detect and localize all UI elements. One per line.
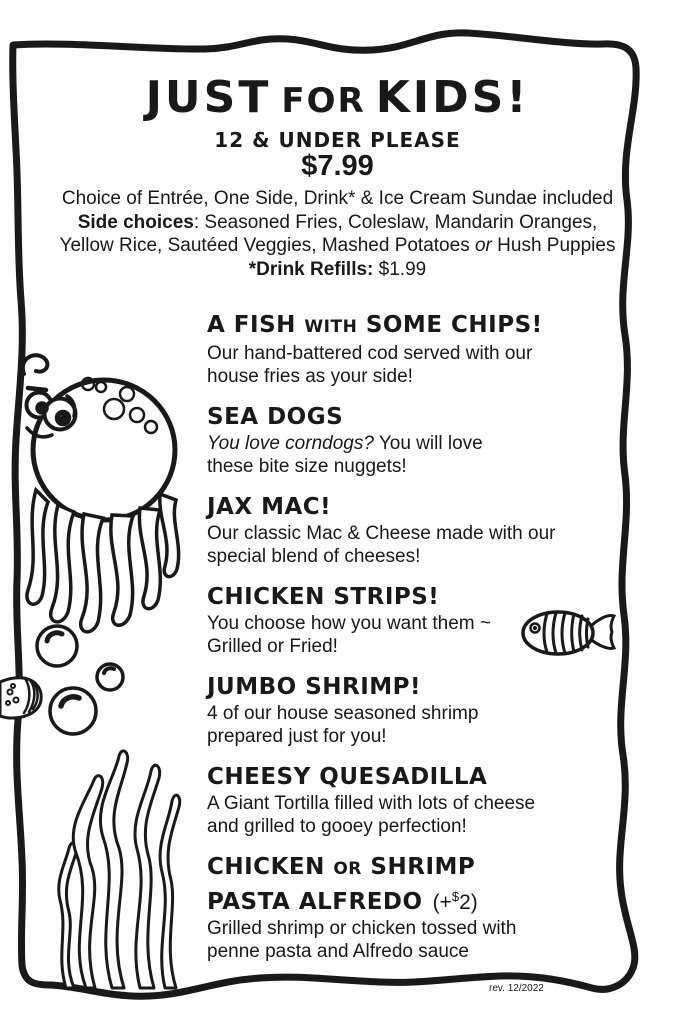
item-description: A Giant Tortilla filled with lots of cheese and grilled to gooey perfection! — [207, 793, 536, 837]
age-subtitle: 12 & UNDER PLEASE — [214, 128, 461, 152]
item-description: Grilled shrimp or chicken tossed with penne pasta and Alfredo sauce — [207, 918, 517, 962]
item-name: CHICKEN OR SHRIMP PASTA ALFREDO (+$2) — [207, 854, 478, 915]
bubbles-illustration — [37, 626, 123, 734]
item-description: You choose how you want them ~ Grilled or Fried! — [207, 613, 491, 657]
drink-refills-line: *Drink Refills: $1.99 — [248, 258, 427, 280]
title-word-just: JUST — [145, 72, 272, 123]
menu-items-list — [207, 312, 627, 979]
side-choices-line1: Side choices: Seasoned Fries, Coleslaw, Mandarin Oranges, — [77, 211, 598, 233]
menu-info-block — [0, 187, 675, 281]
item-name: A FISH WITH SOME CHIPS! — [207, 312, 543, 338]
included-line: Choice of Entrée, One Side, Drink* & Ice Cream Sundae included — [61, 188, 614, 209]
fish-tail-illustration — [0, 678, 41, 718]
menu-price: $7.99 — [301, 150, 374, 182]
item-description: Our classic Mac & Cheese made with our special blend of cheeses! — [207, 523, 556, 567]
item-name: JAX MAC! — [207, 494, 332, 520]
menu-item-jumbo-shrimp — [207, 674, 627, 748]
menu-item-chicken-strips — [207, 584, 627, 658]
title-word-kids: KIDS! — [375, 72, 530, 123]
title-word-for: FOR — [281, 81, 366, 121]
item-description: Our hand-battered cod served with our house fries as your side! — [207, 343, 533, 387]
menu-item-jax-mac — [207, 494, 627, 568]
side-choices-line2: Yellow Rice, Sautéed Veggies, Mashed Potatoes or Hush Puppies — [59, 235, 616, 256]
menu-item-fish-chips — [207, 312, 627, 388]
item-name: JUMBO SHRIMP! — [207, 674, 422, 700]
item-name: CHICKEN STRIPS! — [207, 584, 440, 610]
item-description: You love corndogs? You will love these bite size nuggets! — [207, 433, 483, 477]
revision-note: rev. 12/2022 — [489, 983, 544, 994]
menu-item-cheesy-quesadilla — [207, 764, 627, 838]
menu-item-sea-dogs — [207, 404, 627, 478]
seaweed-illustration — [59, 751, 180, 988]
item-surcharge: (+$2) — [432, 889, 478, 914]
item-description: 4 of our house seasoned shrimp prepared just for you! — [207, 703, 479, 747]
menu-item-pasta-alfredo — [207, 854, 627, 963]
page-title — [0, 72, 675, 123]
item-name: SEA DOGS — [207, 404, 344, 430]
item-name: CHEESY QUESADILLA — [207, 764, 488, 790]
octopus-illustration — [23, 355, 179, 632]
